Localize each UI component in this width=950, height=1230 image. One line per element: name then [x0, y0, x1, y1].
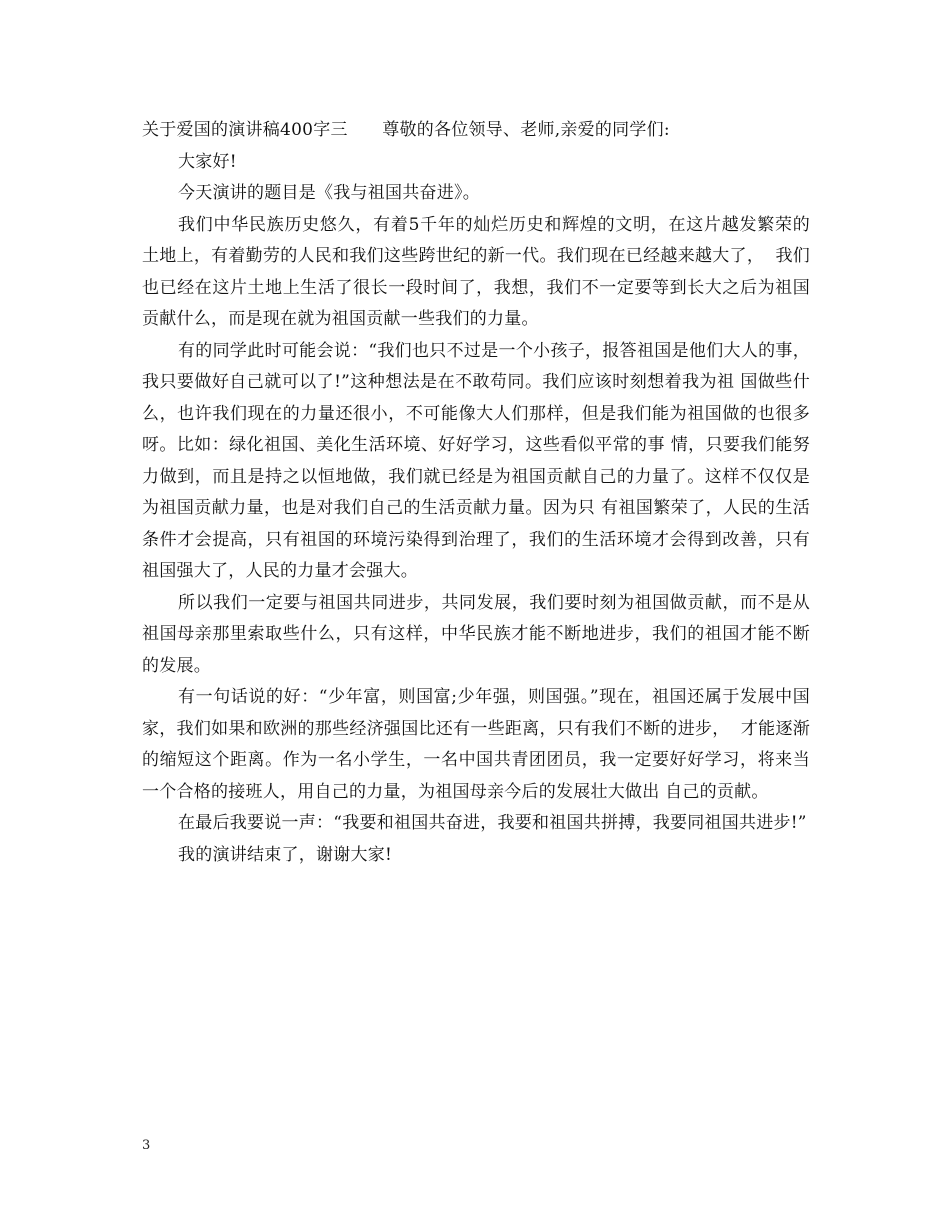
body-paragraph: 有一句话说的好：“少年富，则国富;少年强，则国强。”现在，祖国还属于发展中国家，我们如果和欧洲的那些经济强国比还有一些距离，只有我们不断的进步， 才能逐渐的缩短这个距离。作为一名小学生，一名中国共青团团员，我一定要好好学习，将来当一个合格的接班人，用自己的力量，为祖国母亲今后的发展壮大做出 自己的贡献。	[142, 687, 810, 802]
body-paragraph: 我们中华民族历史悠久，有着5千年的灿烂历史和辉煌的文明，在这片越发繁荣的土地上，有着勤劳的人民和我们这些跨世纪的新一代。我们现在已经越来越大了， 我们也已经在这片土地上生活了很长一段时间了，我想，我们不一定要等到长大之后为祖国贡献什么，而是现在就为祖国贡献一些我们的力量。	[142, 214, 810, 329]
body-paragraph: 在最后我要说一声：“我要和祖国共奋进，我要和祖国共拼搏，我要同祖国共进步!”	[178, 813, 807, 833]
page-number: 3	[142, 1138, 151, 1153]
body-paragraph: 所以我们一定要与祖国共同进步，共同发展，我们要时刻为祖国做贡献，而不是从祖国母亲那里索取些什么，只有这样，中华民族才能不断地进步，我们的祖国才能不断的发展。	[142, 592, 810, 676]
speech-body	[142, 115, 810, 871]
closing-paragraph: 我的演讲结束了，谢谢大家!	[178, 844, 393, 865]
body-paragraph: 有的同学此时可能会说：“我们也只不过是一个小孩子，报答祖国是他们大人的事，我只要做好自己就可以了!”这种想法是在不敢苟同。我们应该时刻想着我为祖 国做些什么，也许我们现在的力量还很小，不可能像大人们那样，但是我们能为祖国做的也很多呀。比如：绿化祖国、美化生活环境、好好学习，这些看似平常的事 情，只要我们能努力做到，而且是持之以恒地做，我们就已经是为祖国贡献自己的力量了。这样不仅仅是为祖国贡献力量，也是对我们自己的生活贡献力量。因为只 有祖国繁荣了，人民的生活条件才会提高，只有祖国的环境污染得到治理了，我们的生活环境才会得到改善，只有祖国强大了，人民的力量才会强大。	[142, 340, 810, 581]
greeting-paragraph: 大家好!	[178, 151, 237, 172]
topic-paragraph: 今天演讲的题目是《我与祖国共奋进》。	[178, 183, 480, 203]
title-line: 关于爱国的演讲稿400字三 尊敬的各位领导、老师,亲爱的同学们:	[142, 120, 670, 140]
